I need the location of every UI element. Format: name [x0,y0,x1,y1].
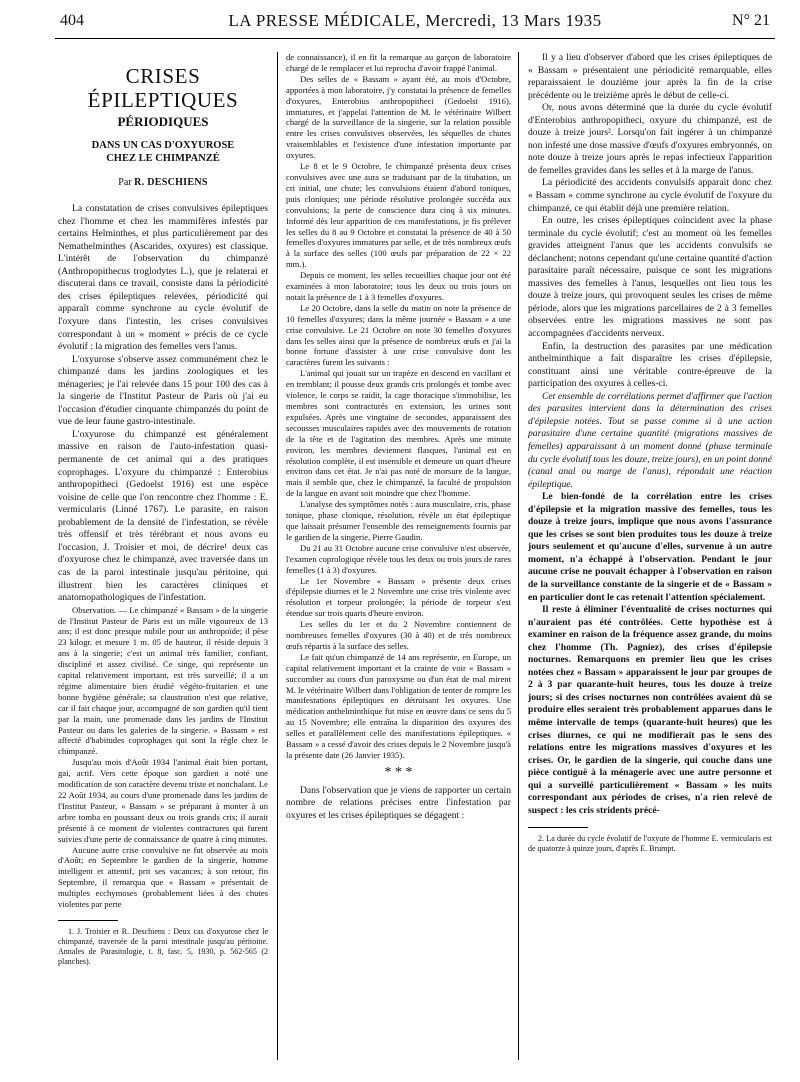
paragraph: L'animal qui jouait sur un trapèze en descend en vacillant et en tremblant; il pousse deux grands cris prolongés et tombe avec violence, le corps se raidit, la cage thoracique s'immobilise, les membres sont contracturés en extension, les urines sont expulsées. Après une vingtaine de secondes, apparaissent des secousses musculaires rapides avec des mouvements de rotation de la tête et de l'agitation des membres. Après une minute environ, les membres deviennent flasques, l'animal est en résolution complète, il est insensible et demeure un quart d'heure environ dans cet état. Je n'ai pas noté de morsure de la langue, mais il semble que, chez le chimpanzé, la faculté de propulsion de la langue en avant soit moindre que chez l'homme. [286,368,511,499]
paragraph: L'oxyurose du chimpanzé est généralement massive en raison de l'auto-infestation quasi-permanente de cet animal qui a des pratiques coprophages. L'oxyure du chimpanzé : Enterobius anthropopitheci (Gedoelst 1916) est une espèce voisine de celle que l'on rencontre chez l'homme : E. vermicularis (Linné 1767). Le parasite, en raison probablement de la densité de l'infestation, se révèle très offensif et très térébrant et nous avons eu l'occasion, J. Troisier et moi, de décrire¹ deux cas d'oxyurose chez le chimpanzé, avec traversée dans un cas de la paroi intestinale jusqu'au péritoine, qui illustrent bien les caractères cliniques et anatomopathologiques de l'infestation. [58,428,268,604]
paragraph: Jusqu'au mois d'Août 1934 l'animal était bien portant, gai, actif. Vers cette époque son gardien a noté une modification de son caractère devenu triste et nonchalant. Le 22 Août 1934, au cours d'une promenade dans les jardins de l'Institut Pasteur, « Bassam » se préparant à monter à un arbre tomba en poussant deux ou trois grands cris; il aurait présenté à ce moment de violentes contractures qui furent suivies d'une perte de connaissance de quatre à cinq minutes. [58,757,268,844]
author-name: R. DESCHIENS [134,176,208,188]
subtitle-line: CHEZ LE CHIMPANZÉ [106,152,220,164]
article-author [58,177,268,190]
paragraph: Des selles de « Bassam » ayant été, au mois d'Octobre, apportées à mon laboratoire, j'y constatai la présence de femelles d'oxyures, Enterobius anthropopitheci (Gedoelst 1916), immatures, et j'appelai l'attention de M. le vétérinaire Wilbert chargé de la surveillance de la singerie, sur la relation possible entre les crises convulsives observées, les séquelles de chutes vraisemblables et l'existence d'une infestation importante par oxyures. [286,73,511,161]
article-title: CRISES ÉPILEPTIQUES [87,64,239,112]
paragraph: Le 8 et le 9 Octobre, le chimpanzé présenta deux crises convulsives avec une aura se traduisant par de la titubation, un cri initial, une chute; les convulsions étaient d'abord toniques, puis cloniques; une période résolutive prolongée succéda aux convulsions; la perte de conscience dura cinq à six minutes. Informé dès leur apparition de ces manifestations, je fis prélever les selles du 8 au 9 Octobre et constatai la présence de 40 à 50 femelles d'oxyures immatures par selle, et de très nombreux œufs à la surface des selles (100 œufs par préparation de 22 × 22 mm.). [286,161,511,270]
paragraph: Le fait qu'un chimpanzé de 14 ans représente, en Europe, un capital relativement important et la crainte de voir « Bassam » succomber au cours d'un paroxysme ou d'un état de mal mirent M. le vétérinaire Wilbert dans l'obligation de tenter de rompre les manifestations épileptiques en détruisant les oxyures. Une médication anthelminthique fut mise en œuvre dans ce sens du 5 au 15 Novembre; elle entraîna la disparition des oxyures des selles et parallèlement celle des manifestations épileptiques. « Bassam » a cessé d'avoir des crises depuis le 2 Novembre jusqu'à la présente date (26 Janvier 1935). [286,651,511,760]
subtitle-line: DANS UN CAS D'OXYUROSE [91,139,235,151]
header-rule [55,38,775,39]
paragraph: Enfin, la destruction des parasites par une médication anthelminthique a fait disparaître les crises d'épilepsie, constituant ainsi une véritable contre-épreuve de la participation des oxyures à celles-ci. [528,340,772,390]
paragraph: de connaissance), il en fit la remarque au garçon de laboratoire chargé de le remplacer et lui reprocha d'avoir frappé l'animal. [286,52,511,73]
paragraph: En outre, les crises épileptiques coïncident avec la phase terminale du cycle évolutif; c'est au moment où les femelles gravides atteignent l'anus que les accidents convulsifs se déclanchent; notons cependant qu'une certaine quantité d'action parasitaire paraît nécessaire, puisque ce sont les migrations massives des femelles à l'anus, lesquelles ont lieu tous les douze à treize jours, qui provoquent seules les crises de même période, alors que les migrations parcellaires de 2 à 3 femelles observées entre les migrations massives ne sont pas accompagnées d'accidents nerveux. [528,215,772,340]
article-subtitle: PÉRIODIQUES [117,114,209,129]
paragraph: Du 21 au 31 Octobre aucune crise convulsive n'est observée, l'examen coprologique révèle tous les deux ou trois jours de rares femelles (1 à 3) d'oxyures. [286,542,511,575]
page-number: 404 [60,12,84,29]
paragraph: La périodicité des accidents convulsifs apparait donc chez « Bassam » comme synchrone au cycle évolutif de l'oxyure du chimpanzé, ce qui établit déjà une première relation. [528,177,772,214]
paragraph: Le bien-fondé de la corrélation entre les crises d'épilepsie et la migration massive des femelles, tous les douze à treize jours, implique que nous avons l'assurance que les crises se sont bien produites tous les douze à treize jours seulement et qu'aucune d'elles, survenue à un autre moment, n'a échappé à l'observation. Pendant le jour aucune crise ne pouvait échapper à l'observation en raison de la surveillance constante de la singerie et de « Bassam » en particulier dont le cas retenait l'attention spécialement. [528,491,772,603]
column-divider [277,52,278,1060]
paragraph: Or, nous avons déterminé que la durée du cycle évolutif d'Enterobius anthropopitheci, oxyure du chimpanzé, est de douze à treize jours². Lorsqu'on fait ingérer à un chimpanzé non infesté une dose massive d'œufs d'oxyures embryonnés, on note douze à treize jours après le repas infectieux l'apparition de femelles gravides dans les selles et à la marge de l'anus. [528,102,772,176]
paragraph: Le 20 Octobre, dans la selle du matin on note la présence de 10 femelles d'oxyures; dans la même journée « Bassam » a une crise convulsive. Le 21 Octobre on note 30 femelles d'oxyures dans les selles ainsi que la présence de nombreux œufs et j'ai la bonne fortune d'assister à une crise convulsive dont les caractères furent les suivants : [286,302,511,368]
paragraph: Les selles du 1er et du 2 Novembre contiennent de nombreuses femelles d'oxyures (30 à 40) et de très nombreux œufs répartis à la surface des selles. [286,619,511,651]
paragraph: Dans l'observation que je viens de rapporter un certain nombre de relations précises entre l'infestation par oxyures et les crises épileptiques se dégagent : [286,784,511,821]
column-3 [528,52,772,854]
journal-title: LA PRESSE MÉDICALE, Mercredi, 13 Mars 1935 [228,11,602,30]
issue-number: N° 21 [732,12,770,29]
footnote: 1. J. Troisier et R. Deschiens : Deux cas d'oxyurose chez le chimpanzé, traversée de la paroi intestinale jusqu'au péritoine. Annales de Parasitologie, t. 8, fasc. 5, 1930, p. 562-565 (2 planches). [58,926,268,966]
paragraph: Il reste à éliminer l'éventualité de crises nocturnes qui n'auraient pas été contrôlées. Cette hypothèse est à examiner en raison de la fréquence assez grande, du moins chez l'homme (Th. Pagniez), des crises d'épilepsie nocturnes. Remarquons en premier lieu que les crises notées chez « Bassam » apparaissent le jour par groupes de 2 à 3 par quarante-huit heures, tous les douze à treize jours; si des crises nocturnes non contrôlées avaient dû se produire elles seraient très probablement apparues dans le même intervalle de temps (quarante-huit heures) que les crises diurnes, ce qui ne modifierait pas le sens des relations entre les migrations massives d'oxyures et les crises. Or, le gardien de la singerie, qui couche dans une pièce contiguë à la ménagerie avec une autre personne et qui a surveillé particulièrement « Bassam » les nuits correspondant aux périodes de crises, n'a rien relevé de suspect : les cris stridents précé- [528,604,772,816]
paragraph: Le 1er Novembre « Bassam » présente deux crises d'épilepsie diurnes et le 2 Novembre une crise très violente avec résolution et torpeur prolongée; la période de torpeur s'est étendue sur trois quarts d'heure environ. [286,575,511,619]
footnote-rule [58,920,118,921]
column-1 [58,52,268,967]
emphasized-paragraph: Cet ensemble de corrélations permet d'affirmer que l'action des parasites intervient dans la détermination des crises d'épilepsie notées. Tout se passe comme si à une action parasitaire d'une certaine quantité (migrations massives de femelles) apparaissant à un moment donné (phase terminale du cycle évolutif tous les douze, treize jours), en un point donné (canal anal ou marge de l'anus), répondait une réaction épileptique. [528,390,772,490]
column-2 [286,52,511,823]
paragraph: L'analyse des symptômes notés : aura musculaire, cris, phase tonique, phase clonique, résolution, révèle un état épileptique que laissait présumer l'ensemble des renseignements fournis par le gardien de la singerie, Pierre Gaudin. [286,499,511,542]
footnote: 2. La durée du cycle évolutif de l'oxyure de l'homme E. vermicularis est de quatorze à quinze jours, d'après E. Brumpt. [528,834,772,854]
paragraph: Depuis ce moment, les selles recueillies chaque jour ont été examinées à mon laboratoire; tous les deux ou trois jours on notait la présence de 1 à 3 femelles d'oxyures. [286,270,511,302]
section-separator: * * * [384,764,413,780]
footnote-rule [528,827,588,828]
paragraph: Il y a lieu d'observer d'abord que les crises épileptiques de « Bassam » présentaient une périodicité remarquable, elles reparaissaient le douzième jour après la fin de la crise précédente ou le treizième après le début de celle-ci. [528,52,772,101]
paragraph: L'oxyurose s'observe assez communément chez le chimpanzé dans les jardins zoologiques et les ménageries; je l'ai relevée dans 15 pour 100 des cas à la singerie de l'Institut Pasteur de Paris où j'ai eu l'occasion d'étudier cinquante chimpanzés du point de vue de leur faune gastro-intestinale. [58,353,268,428]
column-divider [518,52,519,1060]
author-prefix: Par [118,176,132,188]
article-subtitle-secondary [58,139,268,165]
page-header [60,8,770,34]
paragraph: Aucune autre crise convulsive ne fut observée au mois d'Août; en Septembre le gardien de la singerie, homme intelligent et attentif, prit ses vacances; à son retour, fin Septembre, il remarqua que « Bassam » présentait de multiples ecchymoses (probablement liées à des chutes violentes par perte [58,844,268,910]
paragraph: La constatation de crises convulsives épileptiques chez l'homme et chez les mammifères infestés par certains Helminthes, et plus particulièrement par des Nemathelminthes (Ascarides, oxyures) est classique. L'intérêt de l'observation du chimpanzé (Anthropopithecus troglodytes L.), que je relaterai et discuterai dans ce travail, consiste dans la périodicité des crises épileptiques relevées, périodicité qui apparaît comme synchrone au cycle évolutif de l'oxyure dans l'intestin, les crises convulsives correspondant à un « moment » précis de ce cycle évolutif : la migration des femelles vers l'anus. [58,203,268,353]
observation-paragraph: Observation. — Le chimpanzé « Bassam » de la singerie de l'Institut Pasteur de Paris est un mâle vigoureux de 13 ans; il est donc presque nubile pour un anthropoïde; il pèse 23 kilogr. et mesure 1 m. 05 de hauteur, il réside depuis 3 ans à la singerie; c'est un animal très familier, confiant, discipliné et assez civilisé. Ce singe, qui représente un capital relativement important, est très surveillé; il a un régime alimentaire bien étudié végéto-fruitarien et une bonne hygiène générale; sa claustration n'est que relative, car il fait chaque jour, accompagné de son gardien qu'il tient par la main, une promenade dans les jardins de l'Institut Pasteur ou dans les galeries de la singerie. « Bassam » est affecté d'habitudes coprophages qui sont la règle chez le chimpanzé. [58,604,268,757]
